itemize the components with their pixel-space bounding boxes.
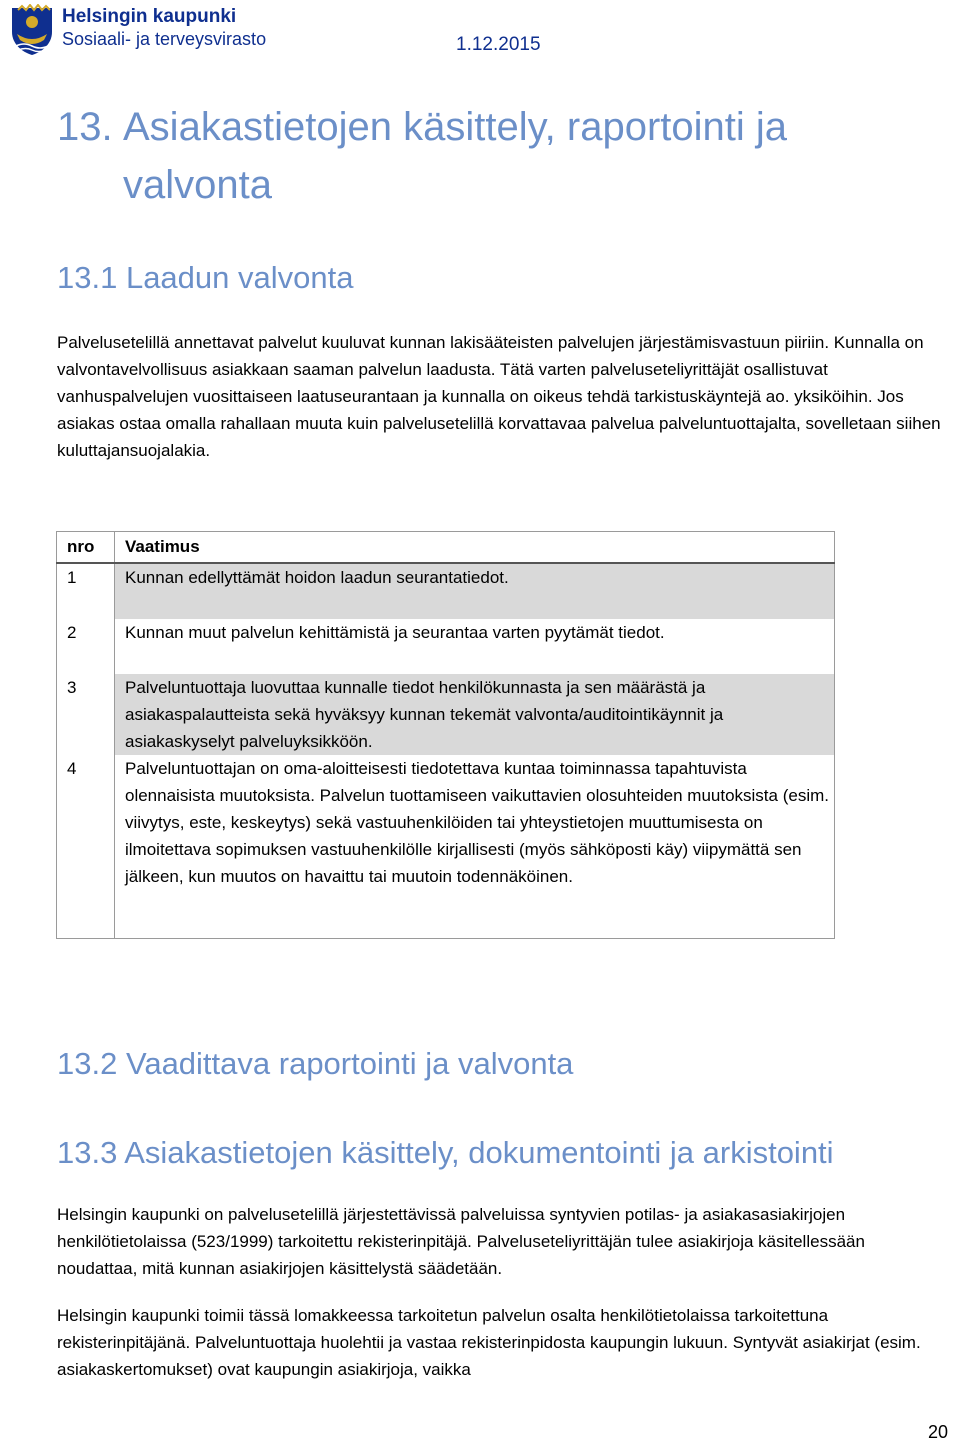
heading-13-1: 13.1 Laadun valvonta	[57, 260, 354, 295]
row-number: 1	[57, 563, 115, 619]
row-requirement: Kunnan edellyttämät hoidon laadun seurantatiedot.	[115, 563, 835, 619]
heading-13-3: 13.3 Asiakastietojen käsittely, dokumentointi ja arkistointi	[57, 1135, 834, 1170]
row-number: 3	[57, 674, 115, 755]
organization	[62, 6, 266, 50]
row-number: 4	[57, 755, 115, 939]
paragraph-quality-control: Palvelusetelillä annettavat palvelut kuuluvat kunnan lakisääteisten palvelujen järjestämisvastuun piiriin. Kunnalla on valvontavelvollisuus asiakkaan saaman palvelun laadusta. Tätä varten palveluseteliyrittäjät osallistuvat vanhuspalvelujen vuosittaiseen laatuseurantaan ja kunnalla on oikeus tehdä tarkistuskäyntejä ao. yksiköihin. Jos asiakas ostaa omalla rahallaan muuta kuin palvelusetelillä korvattavaa palvelua palveluntuottajalta, sovelletaan siihen kuluttajansuojalakia.	[57, 333, 941, 460]
row-requirement: Kunnan muut palvelun kehittämistä ja seurantaa varten pyytämät tiedot.	[115, 619, 835, 674]
requirements-table	[56, 531, 835, 939]
row-number: 2	[57, 619, 115, 674]
helsinki-crest-icon	[8, 4, 56, 56]
document-date: 1.12.2015	[456, 34, 541, 55]
section-heading-13	[57, 98, 917, 214]
department-name: Sosiaali- ja terveysvirasto	[62, 29, 267, 49]
section-title-line2: valvonta	[123, 163, 272, 207]
column-header-requirement: Vaatimus	[115, 532, 835, 564]
table-row	[57, 619, 835, 674]
org-name: Helsingin kaupunki	[62, 6, 237, 27]
row-requirement: Palveluntuottajan on oma-aloitteisesti tiedotettava kuntaa toiminnassa tapahtuvista olennaisista muutoksista. Palvelun tuottamiseen vaikuttavien olosuhteiden muutoksista (esim. viivytys, este, keskeytys) sekä vastuuhenkilöiden tai yhteystietojen muuttumisesta on ilmoitettava sopimuksen vastuuhenkilölle kirjallisesti (myös sähköposti käy) viipymättä sen jälkeen, kun muutos on havaittu tai muutoin todennäköinen.	[115, 755, 835, 939]
page-number: 20	[928, 1422, 949, 1442]
paragraph-registrar-role: Helsingin kaupunki toimii tässä lomakkeessa tarkoitetun palvelun osalta henkilötietolaissa tarkoitettuna rekisterinpitäjänä. Palveluntuottaja huolehtii ja vastaa rekisterinpidosta kaupungin lukuun. Syntyvät asiakirjat (esim. asiakaskertomukset) ovat kaupungin asiakirjoja, vaikka	[57, 1306, 921, 1379]
column-header-nro: nro	[57, 532, 115, 564]
section-title-line1: Asiakastietojen käsittely, raportointi ja	[123, 105, 788, 149]
table-row	[57, 755, 835, 939]
heading-13-2: 13.2 Vaadittava raportointi ja valvonta	[57, 1046, 574, 1081]
page-header	[0, 0, 960, 62]
table-header-row	[57, 532, 835, 564]
table-row	[57, 674, 835, 755]
table-row	[57, 563, 835, 619]
section-number: 13.	[57, 105, 113, 149]
paragraph-registrar: Helsingin kaupunki on palvelusetelillä järjestettävissä palveluissa syntyvien potilas- ja asiakasasiakirjojen henkilötietolaissa (523/1999) tarkoitettu rekisterinpitäjä. Palveluseteliyrittäjän tulee asiakirjoja käsitellessään noudattaa, mitä kunnan asiakirjojen käsittelystä säädetään.	[57, 1205, 865, 1278]
row-requirement: Palveluntuottaja luovuttaa kunnalle tiedot henkilökunnasta ja sen määrästä ja asiakaspalautteista sekä hyväksyy kunnan tekemät valvonta/auditointikäynnit ja asiakaskyselyt palveluyksikköön.	[115, 674, 835, 755]
